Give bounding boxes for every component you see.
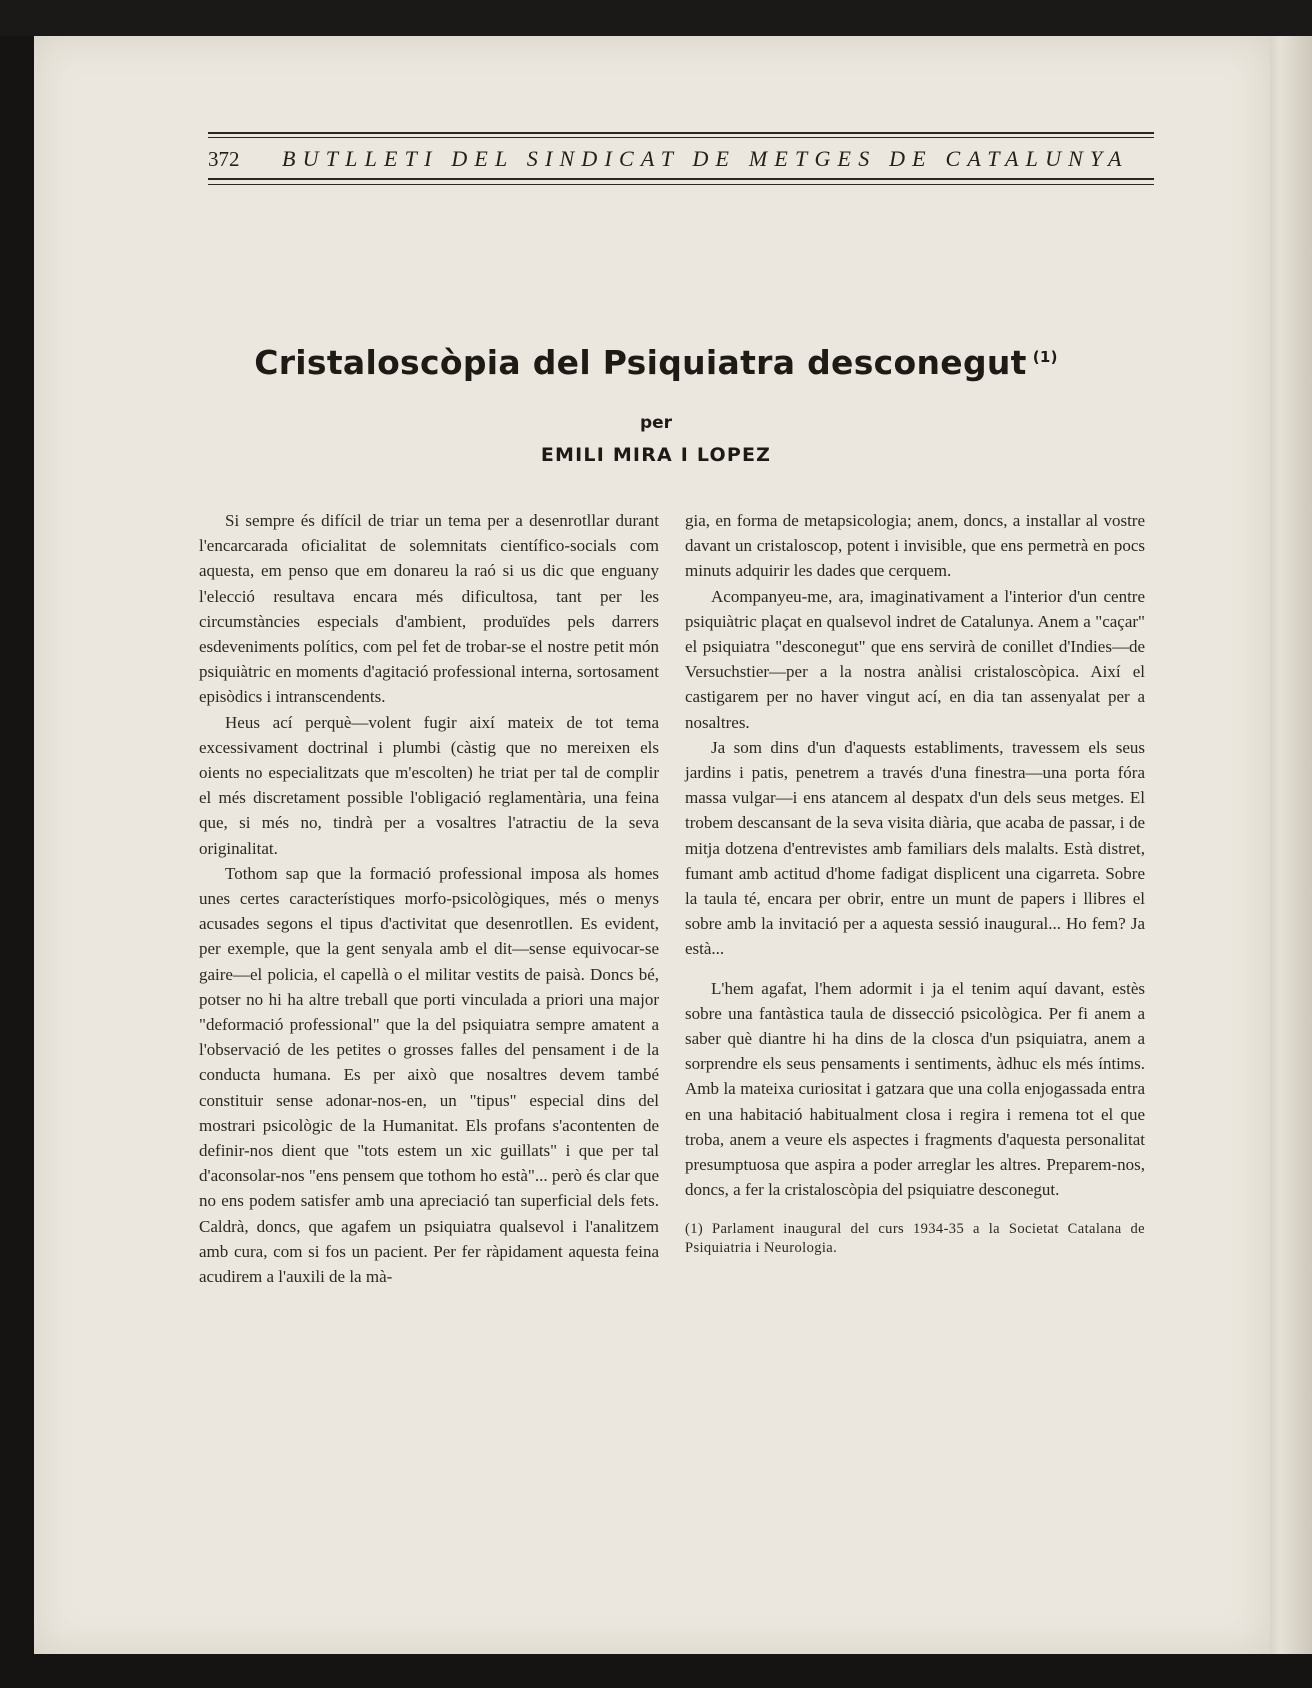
paragraph: Heus ací perquè—volent fugir així mateix de tot tema excessivament doctrinal i plumbi (càstig que no mereixen els oients no especialitzats que m'escolten) he triat per tal de complir el més discretament possible l'obligació reglamentària, una feina que, si més no, tindrà per a vosaltres l'atractiu de la seva originalitat. (199, 712, 659, 858)
article-title-text: Cristaloscòpia del Psiquiatra desconegut (254, 343, 1027, 382)
scan-background-bottom (0, 1654, 1312, 1688)
footnote: (1) Parlament inaugural del curs 1934-35 a la Societat Catalana de Psiquiatria i Neurologia. (685, 1221, 1145, 1257)
byline-per: per (639, 413, 673, 433)
header-rule-bottom (208, 178, 1154, 180)
footnote-mark: (1) (1032, 348, 1058, 366)
paragraph: Ja som dins d'un d'aquests establiments, travessem els seus jardins i patis, penetrem a través d'una finestra—una porta fóra massa vulgar—i ens atancem al despatx d'un dels seus metges. El trobem descansant de la seva visita diària, que acaba de passar, i de mitja dotzena d'entrevistes amb familiars dels malalts. Està distret, fumant amb actitud d'home fadigat displicent una cigarreta. Sobre la taula té, encara per obrir, entre un munt de papers i llibres el sobre amb la invitació per a aquesta sessió inaugural... Ho fem? Ja està... (685, 737, 1145, 959)
journal-title: BUTLLETI DEL SINDICAT DE METGES DE CATALUNYA (282, 146, 1129, 171)
scan-background-top (0, 0, 1312, 36)
header-rule-top-thin (208, 137, 1154, 138)
text-column-left (199, 508, 659, 1289)
article-title (0, 343, 1312, 382)
page-edge (1270, 36, 1312, 1654)
paragraph: L'hem agafat, l'hem adormit i ja el tenim aquí davant, estès sobre una fantàstica taula de dissecció psicològica. Per fi anem a saber què diantre hi ha dins de la closca d'un psiquiatra, anem a sorprendre els seus pensaments i sentiments, àdhuc els més íntims. Amb la mateixa curiositat i gatzara que una colla enjogassada entra en una habitació habitualment closa i regira i remena tot el que troba, anem a veure els aspectes i fragments d'aquesta personalitat presumptuosa que aspira a poder arreglar les altres. Preparem-nos, doncs, a fer la cristaloscòpia del psiquiatre desconegut. (685, 978, 1145, 1200)
paragraph: Si sempre és difícil de triar un tema per a desenrotllar durant l'encarcarada oficialitat de solemnitats científico-socials com aquesta, em penso que em donareu la raó si us dic que enguany l'elecció resultava encara més dificultosa, tant per les circumstàncies especials d'ambient, produïdes pels darrers esdeveniments polítics, com pel fet de trobar-se el nostre petit món psiquiàtric en moments d'agitació professional interna, sortosament episòdics i intranscendents. (199, 511, 659, 707)
running-head (208, 146, 1154, 172)
page-number: 372 (208, 147, 240, 171)
header-rule-bottom-thin (208, 184, 1154, 185)
paragraph: gia, en forma de metapsicologia; anem, doncs, a installar al vostre davant un cristaloscop, potent i invisible, que ens permetrà en pocs minuts adquirir les dades que cerquem. (685, 511, 1145, 581)
paragraph: Tothom sap que la formació professional imposa als homes unes certes característiques morfo-psicològiques, més o menys acusades segons el tipus d'activitat que desenrotllen. Es evident, per exemple, que la gent senyala amb el dit—sense equivocar-se gaire—el policia, el capellà o el militar vestits de paisà. Doncs bé, potser no hi ha altre treball que porti vinculada a priori una major "deformació professional" que la del psiquiatra sempre amatent a l'observació de les petites o grosses falles del pensament i de la conducta humana. Es per això que nosaltres devem també constituir sense adonar-nos-en, un "tipus" especial dins del mostrari psicològic de la Humanitat. Els profans s'acontenten de definir-nos dient que "tots estem un xic guillats" i que per tal d'aconsolar-nos "ens pensem que tothom ho està"... però és clar que no ens podem satisfer amb una apreciació tan superficial dels fets. Caldrà, doncs, que agafem un psiquiatra qualsevol i l'analitzem amb cura, com si fos un pacient. Per fer ràpidament aquesta feina acudirem a l'auxili de la mà- (199, 863, 659, 1287)
byline-author: EMILI MIRA I LOPEZ (540, 444, 772, 466)
text-column-right (685, 508, 1145, 1258)
header-rule-top (208, 132, 1154, 134)
paragraph: Acompanyeu-me, ara, imaginativament a l'interior d'un centre psiquiàtric plaçat en qualsevol indret de Catalunya. Anem a "caçar" el psiquiatra "desconegut" que ens servirà de conillet d'Indies—de Versuchstier—per a la nostra anàlisi cristaloscòpica. Així el castigarem per no haver vingut ací, en dia tan assenyalat per a nosaltres. (685, 586, 1145, 732)
